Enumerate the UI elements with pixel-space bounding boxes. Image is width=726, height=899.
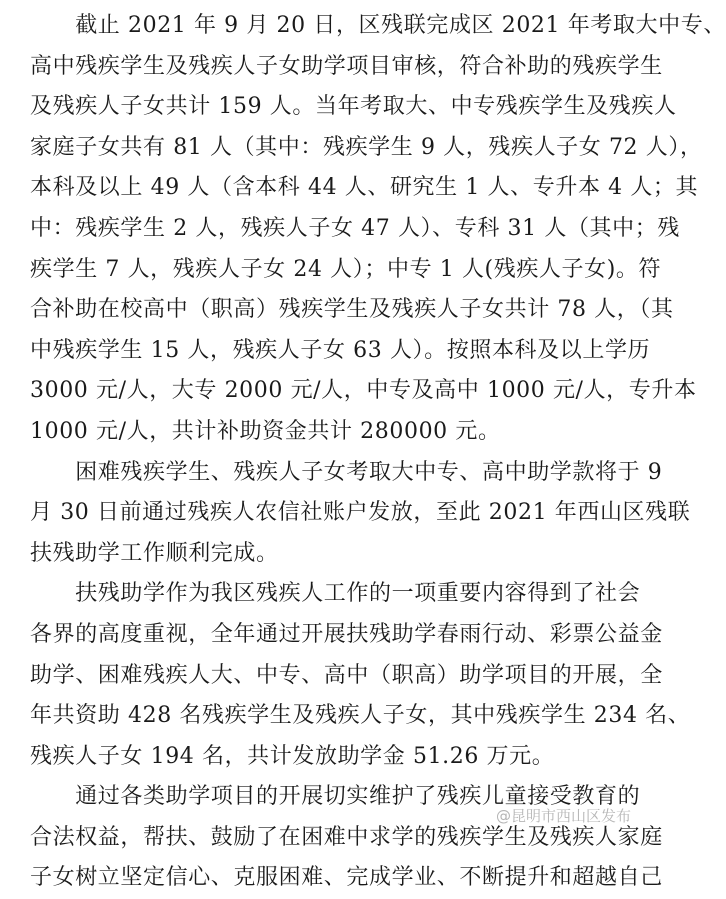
- text-line: 扶残助学工作顺利完成。: [30, 540, 279, 566]
- text-line: 及残疾人子女共计 159 人。当年考取大、中专残疾学生及残疾人: [30, 94, 677, 120]
- text-line: 合补助在校高中（职高）残疾学生及残疾人子女共计 78 人，（其: [30, 297, 674, 323]
- text-line: 子女树立坚定信心、克服困难、完成学业、不断提升和超越自己: [30, 865, 663, 891]
- text-line: 残疾人子女 194 名，共计发放助学金 51.26 万元。: [30, 743, 555, 769]
- text-line: 扶残助学作为我区残疾人工作的一项重要内容得到了社会: [30, 581, 641, 607]
- text-line: 通过各类助学项目的开展切实维护了残疾儿童接受教育的: [30, 784, 641, 810]
- text-line: 疾学生 7 人，残疾人子女 24 人）；中专 1 人(残疾人子女)。符: [30, 256, 662, 282]
- text-line: 年共资助 428 名残疾学生及残疾人子女，其中残疾学生 234 名、: [30, 703, 691, 729]
- text-line: 合法权益，帮扶、鼓励了在困难中求学的残疾学生及残疾人家庭: [30, 824, 663, 850]
- text-line: 中残疾学生 15 人，残疾人子女 63 人）。按照本科及以上学历: [30, 337, 651, 363]
- text-line: 1000 元/人，共计补助资金共计 280000 元。: [30, 418, 501, 444]
- paragraph-1: [30, 6, 726, 453]
- text-line: 困难残疾学生、残疾人子女考取大中专、高中助学款将于 9: [30, 459, 663, 485]
- paragraph-2: [30, 453, 691, 575]
- text-line: 本科及以上 49 人（含本科 44 人、研究生 1 人、专升本 4 人；其: [30, 175, 699, 201]
- text-line: 助学、困难残疾人大、中专、高中（职高）助学项目的开展，全: [30, 662, 663, 688]
- paragraph-4: [30, 777, 663, 899]
- document-body: [30, 6, 726, 899]
- text-line: 各界的高度重视，全年通过开展扶残助学春雨行动、彩票公益金: [30, 621, 663, 647]
- text-line: 3000 元/人，大专 2000 元/人，中专及高中 1000 元/人，专升本: [30, 378, 697, 404]
- source-watermark: @昆明市西山区发布: [495, 807, 631, 825]
- text-line: 中：残疾学生 2 人，残疾人子女 47 人）、专科 31 人（其中；残: [30, 215, 680, 241]
- text-line: 家庭子女共有 81 人（其中：残疾学生 9 人，残疾人子女 72 人），: [30, 134, 703, 160]
- text-line: 高中残疾学生及残疾人子女助学项目审核，符合补助的残疾学生: [30, 53, 663, 79]
- text-line: 截止 2021 年 9 月 20 日，区残联完成区 2021 年考取大中专、: [30, 13, 726, 38]
- text-line: 月 30 日前通过残疾人农信社账户发放，至此 2021 年西山区残联: [30, 500, 691, 526]
- paragraph-3: [30, 574, 691, 777]
